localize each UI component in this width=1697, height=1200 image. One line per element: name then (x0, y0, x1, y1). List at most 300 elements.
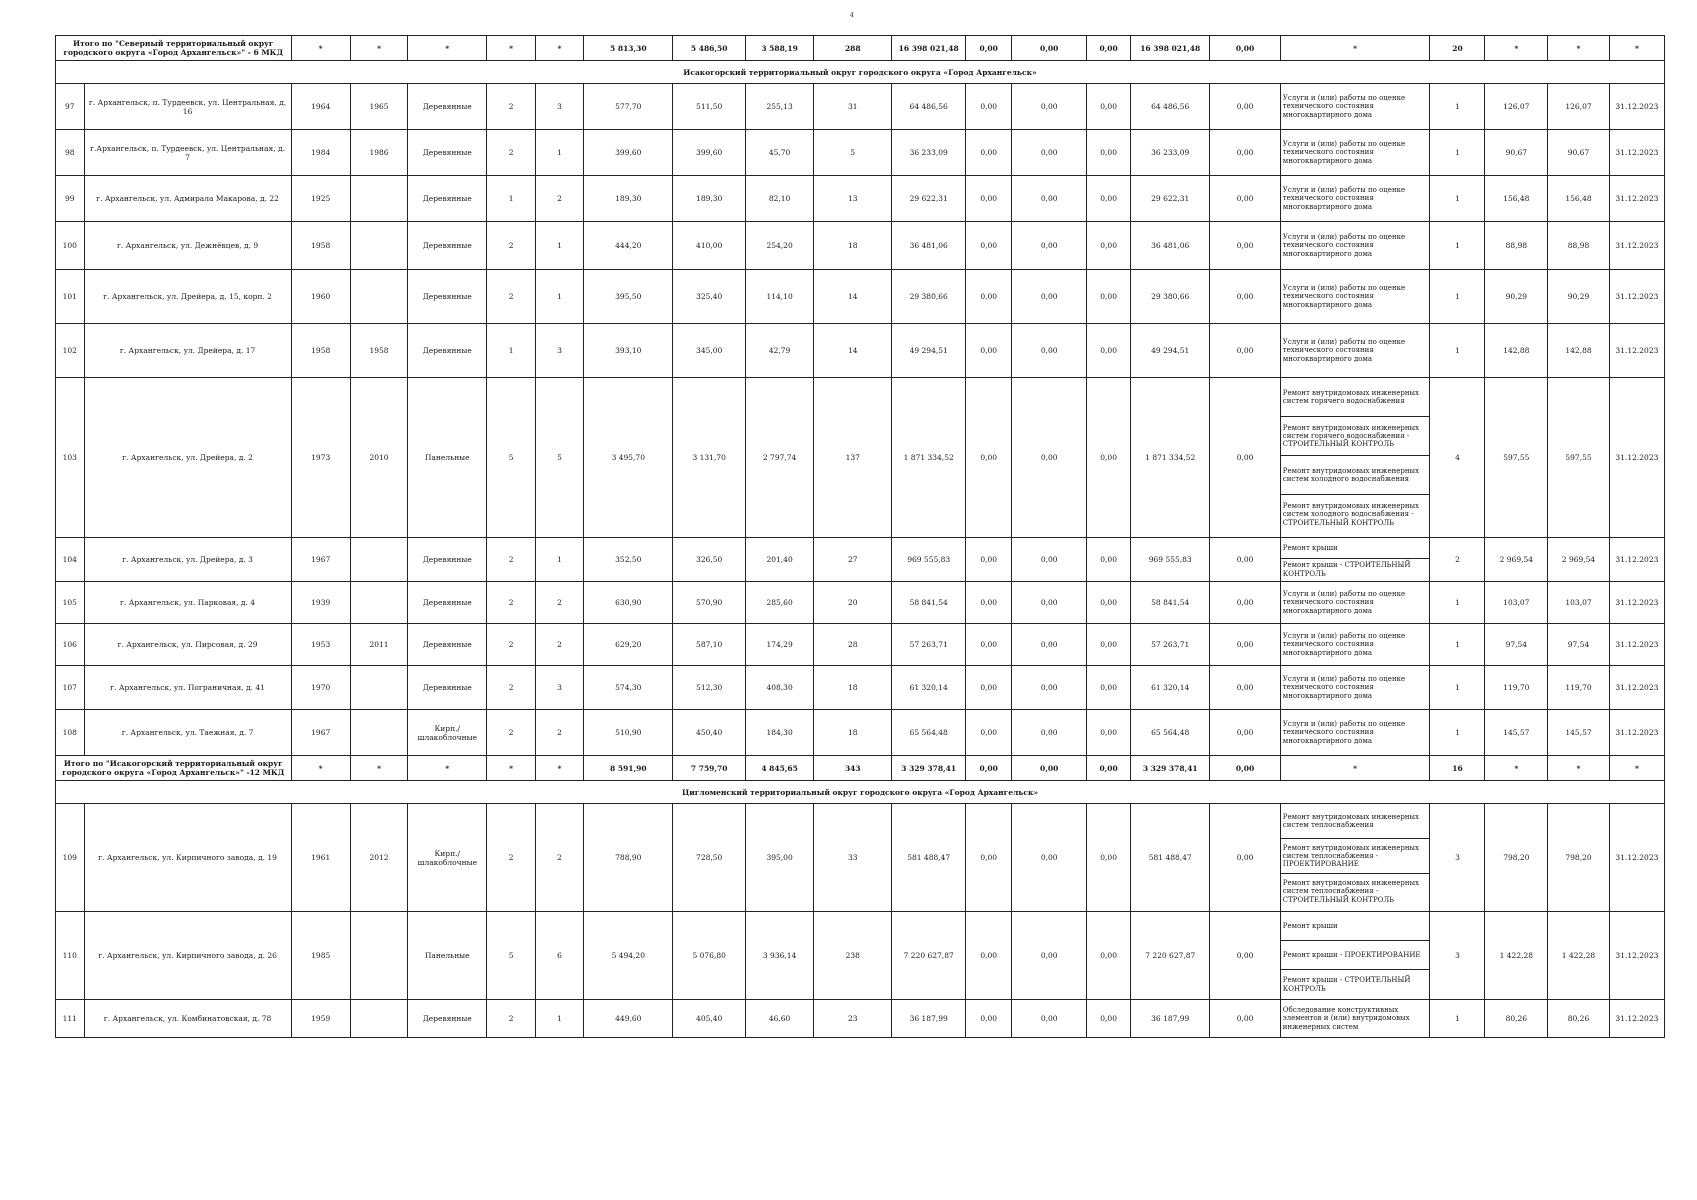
entrances: 1 (535, 130, 583, 176)
deadline: 31.12.2023 (1609, 84, 1664, 130)
floors: 2 (487, 84, 535, 130)
fund-municipal: 0,00 (1087, 378, 1131, 538)
area-non-residential: 254,20 (745, 222, 813, 270)
residents: 137 (814, 378, 892, 538)
deadline: 31.12.2023 (1609, 270, 1664, 324)
fund-other: 0,00 (1210, 912, 1280, 1000)
fund-regional: 0,00 (1012, 582, 1087, 624)
area-residential: 728,50 (673, 804, 746, 912)
work-types (1280, 378, 1430, 538)
deadline: 31.12.2023 (1609, 624, 1664, 666)
year-built: 1960 (291, 270, 350, 324)
year-repaired (350, 912, 407, 1000)
fund-other: 0,00 (1210, 538, 1280, 582)
floors: 2 (487, 270, 535, 324)
table-row (56, 624, 1665, 666)
total-row-northern: Итого по "Северный территориальный округ городского округа «Город Архангельск»" - 6 МКД * * * * * 5 813,30 5 486,50 3 588,19 288 16 398 021,48 0,00 0,00 0,00 16 398 021,48 0,00 * 20 * * * (56, 36, 1665, 61)
year-built: 1970 (291, 666, 350, 710)
area-non-residential: 114,10 (745, 270, 813, 324)
residents: 14 (814, 270, 892, 324)
work-item: Услуги и (или) работы по оценке технического состояния многоквартирного дома (1282, 590, 1406, 615)
entrances: 2 (535, 176, 583, 222)
rows-tsiglomensky (56, 804, 1665, 1038)
max-unit-cost: 156,48 (1548, 176, 1610, 222)
residents: 5 (814, 130, 892, 176)
address: г. Архангельск, п. Турдеевск, ул. Центральная, д. 16 (84, 84, 291, 130)
area-total: 577,70 (584, 84, 673, 130)
fund-owners: 61 320,14 (1131, 666, 1210, 710)
area-residential: 587,10 (673, 624, 746, 666)
fund-federal: 0,00 (966, 84, 1012, 130)
deadline: 31.12.2023 (1609, 324, 1664, 378)
work-item: Услуги и (или) работы по оценке технического состояния многоквартирного дома (1282, 338, 1406, 363)
fund-owners: 36 233,09 (1131, 130, 1210, 176)
fund-regional: 0,00 (1012, 710, 1087, 756)
floors: 2 (487, 582, 535, 624)
area-residential: 511,50 (673, 84, 746, 130)
area-total: 189,30 (584, 176, 673, 222)
address: г.Архангельск, п. Турдеевск, ул. Центральная, д. 7 (84, 130, 291, 176)
fund-municipal: 0,00 (1087, 710, 1131, 756)
year-repaired (350, 710, 407, 756)
work-types (1280, 130, 1430, 176)
work-count: 3 (1430, 912, 1485, 1000)
year-built: 1967 (291, 710, 350, 756)
work-types (1280, 624, 1430, 666)
fund-other: 0,00 (1210, 710, 1280, 756)
residents: 13 (814, 176, 892, 222)
row-number: 99 (56, 176, 85, 222)
fund-regional: 0,00 (1012, 538, 1087, 582)
total-cost: 36 233,09 (892, 130, 966, 176)
address: г. Архангельск, ул. Комбинатовская, д. 78 (84, 1000, 291, 1038)
section-header-isakogorsky (56, 61, 1665, 84)
max-unit-cost: 80,26 (1548, 1000, 1610, 1038)
table-row (56, 666, 1665, 710)
section-title: Цигломенский территориальный округ городского округа «Город Архангельск» (56, 781, 1665, 804)
floors: 2 (487, 804, 535, 912)
wall-material: Кирп./шлакоблочные (408, 710, 487, 756)
deadline: 31.12.2023 (1609, 222, 1664, 270)
fund-regional: 0,00 (1012, 804, 1087, 912)
unit-cost: 142,88 (1485, 324, 1548, 378)
area-non-residential: 201,40 (745, 538, 813, 582)
fund-other: 0,00 (1210, 1000, 1280, 1038)
area-residential: 345,00 (673, 324, 746, 378)
fund-owners: 1 871 334,52 (1131, 378, 1210, 538)
wall-material: Деревянные (408, 130, 487, 176)
fund-federal: 0,00 (966, 1000, 1012, 1038)
fund-municipal: 0,00 (1087, 222, 1131, 270)
entrances: 1 (535, 1000, 583, 1038)
section-title: Исакогорский территориальный округ городского округа «Город Архангельск» (56, 61, 1665, 84)
work-count: 1 (1430, 270, 1485, 324)
year-repaired (350, 538, 407, 582)
work-item: Услуги и (или) работы по оценке технического состояния многоквартирного дома (1282, 94, 1406, 119)
fund-owners: 7 220 627,87 (1131, 912, 1210, 1000)
max-unit-cost: 119,70 (1548, 666, 1610, 710)
deadline: 31.12.2023 (1609, 912, 1664, 1000)
work-item: Услуги и (или) работы по оценке технического состояния многоквартирного дома (1282, 675, 1406, 700)
fund-regional: 0,00 (1012, 222, 1087, 270)
area-non-residential: 45,70 (745, 130, 813, 176)
row-number: 110 (56, 912, 85, 1000)
max-unit-cost: 103,07 (1548, 582, 1610, 624)
fund-municipal: 0,00 (1087, 84, 1131, 130)
total-label: Итого по "Исакогорский территориальный округ городского округа «Город Архангельск»" -12 МКД (56, 756, 292, 781)
total-cost: 7 220 627,87 (892, 912, 966, 1000)
work-item: Ремонт внутридомовых инженерных систем теплоснабжения - ПРОЕКТИРОВАНИЕ (1281, 839, 1430, 874)
work-item: Ремонт крыши - СТРОИТЕЛЬНЫЙ КОНТРОЛЬ (1282, 976, 1411, 993)
wall-material: Деревянные (408, 324, 487, 378)
year-built: 1939 (291, 582, 350, 624)
max-unit-cost: 798,20 (1548, 804, 1610, 912)
deadline: 31.12.2023 (1609, 804, 1664, 912)
work-item: Услуги и (или) работы по оценке технического состояния многоквартирного дома (1282, 284, 1406, 309)
wall-material: Деревянные (408, 270, 487, 324)
area-non-residential: 3 936,14 (745, 912, 813, 1000)
floors: 2 (487, 624, 535, 666)
row-number: 98 (56, 130, 85, 176)
fund-federal: 0,00 (966, 666, 1012, 710)
work-item: Ремонт крыши - СТРОИТЕЛЬНЫЙ КОНТРОЛЬ (1282, 561, 1411, 578)
fund-other: 0,00 (1210, 378, 1280, 538)
fund-federal: 0,00 (966, 222, 1012, 270)
year-repaired: 2011 (350, 624, 407, 666)
table-row (56, 912, 1665, 1000)
table-row (56, 582, 1665, 624)
fund-other: 0,00 (1210, 582, 1280, 624)
unit-cost: 145,57 (1485, 710, 1548, 756)
work-item: Услуги и (или) работы по оценке технического состояния многоквартирного дома (1282, 233, 1406, 258)
work-count: 1 (1430, 222, 1485, 270)
fund-other: 0,00 (1210, 130, 1280, 176)
work-count: 1 (1430, 666, 1485, 710)
deadline: 31.12.2023 (1609, 378, 1664, 538)
year-repaired (350, 666, 407, 710)
fund-owners: 65 564,48 (1131, 710, 1210, 756)
work-types (1280, 270, 1430, 324)
work-count: 1 (1430, 84, 1485, 130)
area-total: 393,10 (584, 324, 673, 378)
row-number: 103 (56, 378, 85, 538)
max-unit-cost: 90,67 (1548, 130, 1610, 176)
row-number: 104 (56, 538, 85, 582)
area-non-residential: 285,60 (745, 582, 813, 624)
area-residential: 410,00 (673, 222, 746, 270)
wall-material: Деревянные (408, 538, 487, 582)
fund-regional: 0,00 (1012, 666, 1087, 710)
year-built: 1964 (291, 84, 350, 130)
area-non-residential: 395,00 (745, 804, 813, 912)
row-number: 109 (56, 804, 85, 912)
floors: 2 (487, 538, 535, 582)
fund-other: 0,00 (1210, 222, 1280, 270)
fund-other: 0,00 (1210, 624, 1280, 666)
address: г. Архангельск, ул. Пирсовая, д. 29 (84, 624, 291, 666)
max-unit-cost: 88,98 (1548, 222, 1610, 270)
section-header-tsiglomensky (56, 781, 1665, 804)
fund-municipal: 0,00 (1087, 912, 1131, 1000)
table-row (56, 378, 1665, 538)
fund-owners: 29 380,66 (1131, 270, 1210, 324)
area-total: 3 495,70 (584, 378, 673, 538)
year-repaired (350, 1000, 407, 1038)
work-types (1280, 538, 1430, 582)
year-built: 1958 (291, 324, 350, 378)
fund-owners: 64 486,56 (1131, 84, 1210, 130)
page-number: 4 (850, 12, 854, 19)
max-unit-cost: 97,54 (1548, 624, 1610, 666)
entrances: 3 (535, 84, 583, 130)
work-types (1280, 912, 1430, 1000)
table-row (56, 538, 1665, 582)
table-row (56, 84, 1665, 130)
fund-municipal: 0,00 (1087, 270, 1131, 324)
area-total: 399,60 (584, 130, 673, 176)
work-count: 1 (1430, 710, 1485, 756)
fund-municipal: 0,00 (1087, 666, 1131, 710)
unit-cost: 80,26 (1485, 1000, 1548, 1038)
total-label: Итого по "Северный территориальный округ городского округа «Город Архангельск»" - 6 МКД (56, 36, 292, 61)
table-row (56, 222, 1665, 270)
total-cost: 64 486,56 (892, 84, 966, 130)
deadline: 31.12.2023 (1609, 176, 1664, 222)
area-total: 449,60 (584, 1000, 673, 1038)
year-repaired (350, 176, 407, 222)
work-item: Ремонт внутридомовых инженерных систем горячего водоснабжения (1281, 378, 1430, 417)
year-repaired: 1986 (350, 130, 407, 176)
deadline: 31.12.2023 (1609, 710, 1664, 756)
wall-material: Панельные (408, 912, 487, 1000)
area-non-residential: 184,30 (745, 710, 813, 756)
entrances: 1 (535, 222, 583, 270)
fund-municipal: 0,00 (1087, 130, 1131, 176)
row-number: 107 (56, 666, 85, 710)
area-residential: 405,40 (673, 1000, 746, 1038)
area-total: 395,50 (584, 270, 673, 324)
fund-municipal: 0,00 (1087, 176, 1131, 222)
fund-owners: 49 294,51 (1131, 324, 1210, 378)
year-built: 1925 (291, 176, 350, 222)
year-built: 1959 (291, 1000, 350, 1038)
area-non-residential: 42,79 (745, 324, 813, 378)
fund-municipal: 0,00 (1087, 1000, 1131, 1038)
work-item: Услуги и (или) работы по оценке технического состояния многоквартирного дома (1282, 140, 1406, 165)
work-count: 3 (1430, 804, 1485, 912)
wall-material: Кирп./шлакоблочные (408, 804, 487, 912)
entrances: 3 (535, 324, 583, 378)
floors: 2 (487, 222, 535, 270)
total-cost: 61 320,14 (892, 666, 966, 710)
entrances: 1 (535, 270, 583, 324)
fund-owners: 581 488,47 (1131, 804, 1210, 912)
row-number: 111 (56, 1000, 85, 1038)
entrances: 2 (535, 804, 583, 912)
area-residential: 399,60 (673, 130, 746, 176)
area-non-residential: 46,60 (745, 1000, 813, 1038)
fund-regional: 0,00 (1012, 624, 1087, 666)
deadline: 31.12.2023 (1609, 666, 1664, 710)
address: г. Архангельск, ул. Парковая, д. 4 (84, 582, 291, 624)
address: г. Архангельск, ул. Кирпичного завода, д. 19 (84, 804, 291, 912)
wall-material: Деревянные (408, 1000, 487, 1038)
work-item: Обследование конструктивных элементов и (или) внутридомовых инженерных систем (1282, 1006, 1410, 1031)
work-types (1280, 804, 1430, 912)
floors: 2 (487, 130, 535, 176)
year-built: 1958 (291, 222, 350, 270)
entrances: 2 (535, 582, 583, 624)
residents: 18 (814, 710, 892, 756)
unit-cost: 597,55 (1485, 378, 1548, 538)
fund-federal: 0,00 (966, 912, 1012, 1000)
residents: 23 (814, 1000, 892, 1038)
year-repaired (350, 270, 407, 324)
rows-isakogorsky (56, 84, 1665, 756)
residents: 238 (814, 912, 892, 1000)
year-repaired (350, 222, 407, 270)
row-number: 97 (56, 84, 85, 130)
row-number: 105 (56, 582, 85, 624)
max-unit-cost: 2 969,54 (1548, 538, 1610, 582)
fund-federal: 0,00 (966, 130, 1012, 176)
work-count: 1 (1430, 324, 1485, 378)
area-total: 574,30 (584, 666, 673, 710)
total-cost: 36 481,06 (892, 222, 966, 270)
address: г. Архангельск, ул. Кирпичного завода, д. 26 (84, 912, 291, 1000)
work-item: Ремонт внутридомовых инженерных систем теплоснабжения (1281, 804, 1430, 839)
address: г. Архангельск, ул. Дрейера, д. 2 (84, 378, 291, 538)
fund-owners: 969 555,83 (1131, 538, 1210, 582)
unit-cost: 126,07 (1485, 84, 1548, 130)
year-repaired: 2012 (350, 804, 407, 912)
work-item: Услуги и (или) работы по оценке технического состояния многоквартирного дома (1282, 632, 1406, 657)
work-item: Услуги и (или) работы по оценке технического состояния многоквартирного дома (1282, 186, 1406, 211)
year-built: 1953 (291, 624, 350, 666)
total-cost: 58 841,54 (892, 582, 966, 624)
wall-material: Деревянные (408, 176, 487, 222)
year-repaired (350, 582, 407, 624)
fund-regional: 0,00 (1012, 1000, 1087, 1038)
residents: 33 (814, 804, 892, 912)
residents: 18 (814, 222, 892, 270)
table-row (56, 324, 1665, 378)
table-row (56, 710, 1665, 756)
work-types (1280, 710, 1430, 756)
total-cost: 29 622,31 (892, 176, 966, 222)
fund-federal: 0,00 (966, 624, 1012, 666)
work-item: Ремонт внутридомовых инженерных систем теплоснабжения - СТРОИТЕЛЬНЫЙ КОНТРОЛЬ (1282, 879, 1420, 904)
unit-cost: 90,67 (1485, 130, 1548, 176)
total-cost: 57 263,71 (892, 624, 966, 666)
total-cost: 65 564,48 (892, 710, 966, 756)
floors: 2 (487, 666, 535, 710)
residents: 18 (814, 666, 892, 710)
unit-cost: 90,29 (1485, 270, 1548, 324)
residents: 20 (814, 582, 892, 624)
fund-owners: 36 481,06 (1131, 222, 1210, 270)
fund-other: 0,00 (1210, 804, 1280, 912)
area-residential: 325,40 (673, 270, 746, 324)
row-number: 100 (56, 222, 85, 270)
work-count: 2 (1430, 538, 1485, 582)
table-row (56, 270, 1665, 324)
area-non-residential: 2 797,74 (745, 378, 813, 538)
work-item: Ремонт крыши (1281, 538, 1430, 559)
area-residential: 512,30 (673, 666, 746, 710)
work-item: Ремонт крыши - ПРОЕКТИРОВАНИЕ (1281, 941, 1430, 970)
deadline: 31.12.2023 (1609, 582, 1664, 624)
area-non-residential: 255,13 (745, 84, 813, 130)
deadline: 31.12.2023 (1609, 1000, 1664, 1038)
year-built: 1961 (291, 804, 350, 912)
entrances: 6 (535, 912, 583, 1000)
fund-municipal: 0,00 (1087, 582, 1131, 624)
work-count: 1 (1430, 582, 1485, 624)
wall-material: Деревянные (408, 84, 487, 130)
address: г. Архангельск, ул. Дрейера, д. 15, корп. 2 (84, 270, 291, 324)
fund-owners: 29 622,31 (1131, 176, 1210, 222)
fund-federal: 0,00 (966, 378, 1012, 538)
repair-register-table (55, 35, 1665, 1038)
fund-federal: 0,00 (966, 176, 1012, 222)
total-cost: 36 187,99 (892, 1000, 966, 1038)
floors: 5 (487, 912, 535, 1000)
year-repaired: 1965 (350, 84, 407, 130)
unit-cost: 103,07 (1485, 582, 1548, 624)
total-row-isakogorsky: Итого по "Исакогорский территориальный округ городского округа «Город Архангельск»" -12 МКД * * * * * 8 591,90 7 759,70 4 845,65 343 3 329 378,41 0,00 0,00 0,00 3 329 378,41 0,00 * 16 * * * (56, 756, 1665, 781)
work-count: 4 (1430, 378, 1485, 538)
address: г. Архангельск, ул. Адмирала Макарова, д. 22 (84, 176, 291, 222)
residents: 28 (814, 624, 892, 666)
fund-owners: 36 187,99 (1131, 1000, 1210, 1038)
address: г. Архангельск, ул. Дежнёвцев, д. 9 (84, 222, 291, 270)
area-total: 629,20 (584, 624, 673, 666)
unit-cost: 97,54 (1485, 624, 1548, 666)
area-residential: 326,50 (673, 538, 746, 582)
total-cost: 581 488,47 (892, 804, 966, 912)
row-number: 106 (56, 624, 85, 666)
area-total: 510,90 (584, 710, 673, 756)
floors: 1 (487, 176, 535, 222)
work-count: 1 (1430, 176, 1485, 222)
total-cost: 969 555,83 (892, 538, 966, 582)
year-repaired: 2010 (350, 378, 407, 538)
table-row (56, 130, 1665, 176)
floors: 2 (487, 710, 535, 756)
fund-regional: 0,00 (1012, 130, 1087, 176)
fund-regional: 0,00 (1012, 84, 1087, 130)
address: г. Архангельск, ул. Пограничная, д. 41 (84, 666, 291, 710)
work-types (1280, 1000, 1430, 1038)
work-count: 1 (1430, 624, 1485, 666)
residents: 27 (814, 538, 892, 582)
area-non-residential: 82,10 (745, 176, 813, 222)
fund-other: 0,00 (1210, 666, 1280, 710)
floors: 2 (487, 1000, 535, 1038)
table-row (56, 176, 1665, 222)
area-total: 788,90 (584, 804, 673, 912)
total-cost: 29 380,66 (892, 270, 966, 324)
area-non-residential: 174,29 (745, 624, 813, 666)
address: г. Архангельск, ул. Дрейера, д. 17 (84, 324, 291, 378)
fund-regional: 0,00 (1012, 912, 1087, 1000)
entrances: 1 (535, 538, 583, 582)
area-residential: 450,40 (673, 710, 746, 756)
unit-cost: 88,98 (1485, 222, 1548, 270)
area-residential: 570,90 (673, 582, 746, 624)
entrances: 3 (535, 666, 583, 710)
